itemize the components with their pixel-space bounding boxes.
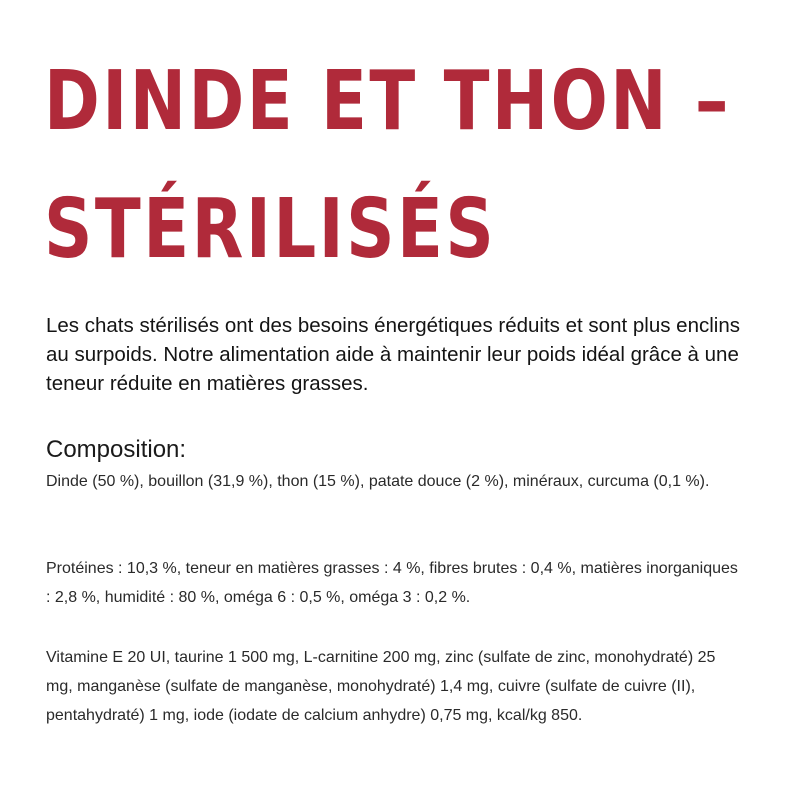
product-description: Les chats stérilisés ont des besoins énergétiques réduits et sont plus enclins au surpoids. Notre alimentation aide à maintenir leur poids idéal grâce à une teneur réduite en matières grasses. xyxy=(46,314,740,395)
product-title-line-1: DINDE ET THON – xyxy=(44,54,731,149)
product-title-line-2: STÉRILISÉS xyxy=(44,182,497,277)
composition-heading: Composition: xyxy=(46,436,187,463)
additives-text: Vitamine E 20 UI, taurine 1 500 mg, L-carnitine 200 mg, zinc (sulfate de zinc, monohydraté) 25 mg, manganèse (sulfate de manganèse, monohydraté) 1,4 mg, cuivre (sulfate de cuivre (II), pentahydraté) 1 mg, iode (iodate de calcium anhydre) 0,75 mg, kcal/kg 850. xyxy=(46,649,716,724)
ingredients-text: Dinde (50 %), bouillon (31,9 %), thon (15 %), patate douce (2 %), minéraux, curcuma (0,1 %). xyxy=(46,473,710,490)
product-title xyxy=(44,38,731,294)
analytical-constituents-text: Protéines : 10,3 %, teneur en matières grasses : 4 %, fibres brutes : 0,4 %, matières inorganiques : 2,8 %, humidité : 80 %, oméga 6 : 0,5 %, oméga 3 : 0,2 %. xyxy=(46,560,738,606)
